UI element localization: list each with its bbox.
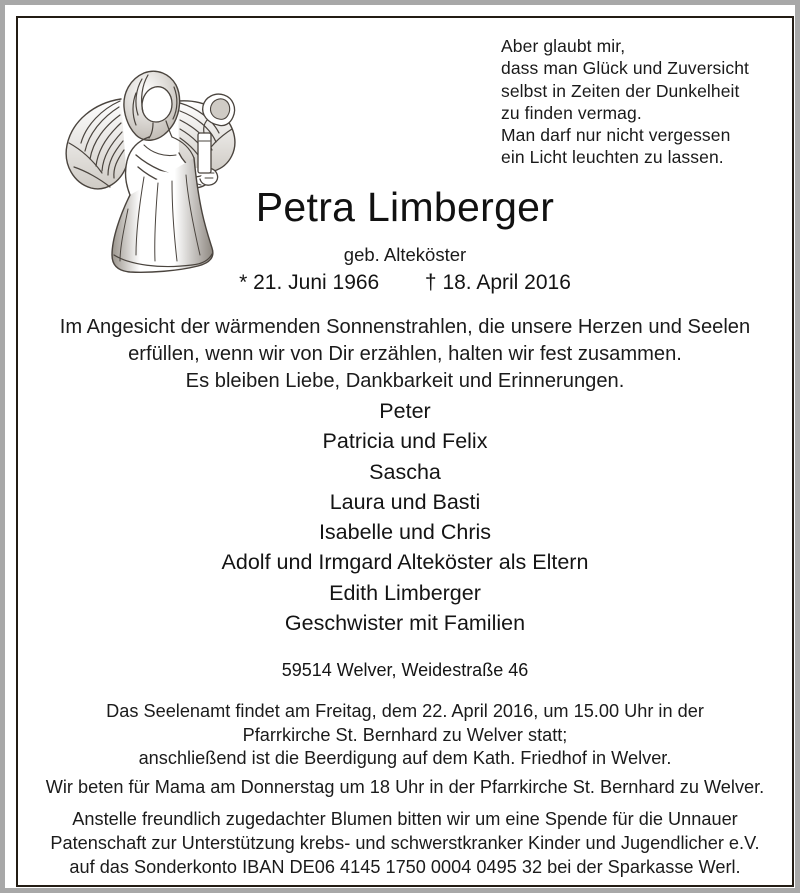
mourners-list [18,396,792,638]
verse-line: Es bleiben Liebe, Dankbarkeit und Erinnerungen. [185,369,625,392]
poem-line: ein Licht leuchten zu lassen. [501,147,724,168]
death-symbol: † [424,271,437,294]
mourner-line: Patricia und Felix [322,429,488,454]
funeral-service-details [25,699,785,770]
service-line: anschließend ist die Beerdigung auf dem Kath. Friedhof in Welver. [138,747,672,768]
mourner-line: Adolf und Irmgard Alteköster als Eltern [221,550,589,575]
obituary-card [18,18,792,885]
donation-line: auf das Sonderkonto IBAN DE06 4145 1750 0004 0495 32 bei der Sparkasse Werl. [69,856,741,878]
service-line: Das Seelenamt findet am Freitag, dem 22. April 2016, um 15.00 Uhr in der [106,700,704,721]
memorial-verse [25,313,785,394]
death-date: 18. April 2016 [442,271,571,294]
mourner-line: Isabelle und Chris [318,520,492,545]
verse-line: erfüllen, wenn wir von Dir erzählen, halten wir fest zusammen. [128,342,682,365]
poem-line: selbst in Zeiten der Dunkelheit [501,80,740,101]
life-dates [18,270,792,296]
poem-line: dass man Glück und Zuversicht [501,58,750,79]
notice-outer-frame [5,5,795,888]
prayer-notice: Wir beten für Mama am Donnerstag um 18 Uhr in der Pfarrkirche St. Bernhard zu Welver. [45,776,765,797]
mourner-line: Edith Limberger [329,580,481,605]
family-address: 59514 Welver, Weidestraße 46 [281,660,529,680]
mourner-line: Peter [379,399,431,423]
poem-line: Man darf nur nicht vergessen [501,125,731,146]
mourner-line: Geschwister mit Familien [284,611,526,636]
poem-line: zu finden vermag. [501,102,642,123]
donation-line: Anstelle freundlich zugedachter Blumen bitten wir um eine Spende für die Unnauer [72,808,738,829]
deceased-name: Petra Limberger [255,184,555,230]
birth-date: 21. Juni 1966 [253,271,380,294]
verse-line: Im Angesicht der wärmenden Sonnenstrahlen, die unsere Herzen und Seelen [59,315,751,338]
mourner-line: Laura und Basti [329,489,481,514]
poem-line: Aber glaubt mir, [501,36,626,56]
angel-holding-candle-icon [58,49,243,274]
deceased-maiden-name: geb. Alteköster [343,244,467,265]
memorial-poem [501,35,791,169]
service-line: Pfarrkirche St. Bernhard zu Welver statt; [242,723,568,745]
birth-symbol: * [239,271,248,294]
donation-request [25,807,785,880]
mourner-line: Sascha [369,459,441,484]
donation-line: Patenschaft zur Unterstützung krebs- und schwerstkranker Kinder und Jugendlicher e.V. [50,832,760,854]
